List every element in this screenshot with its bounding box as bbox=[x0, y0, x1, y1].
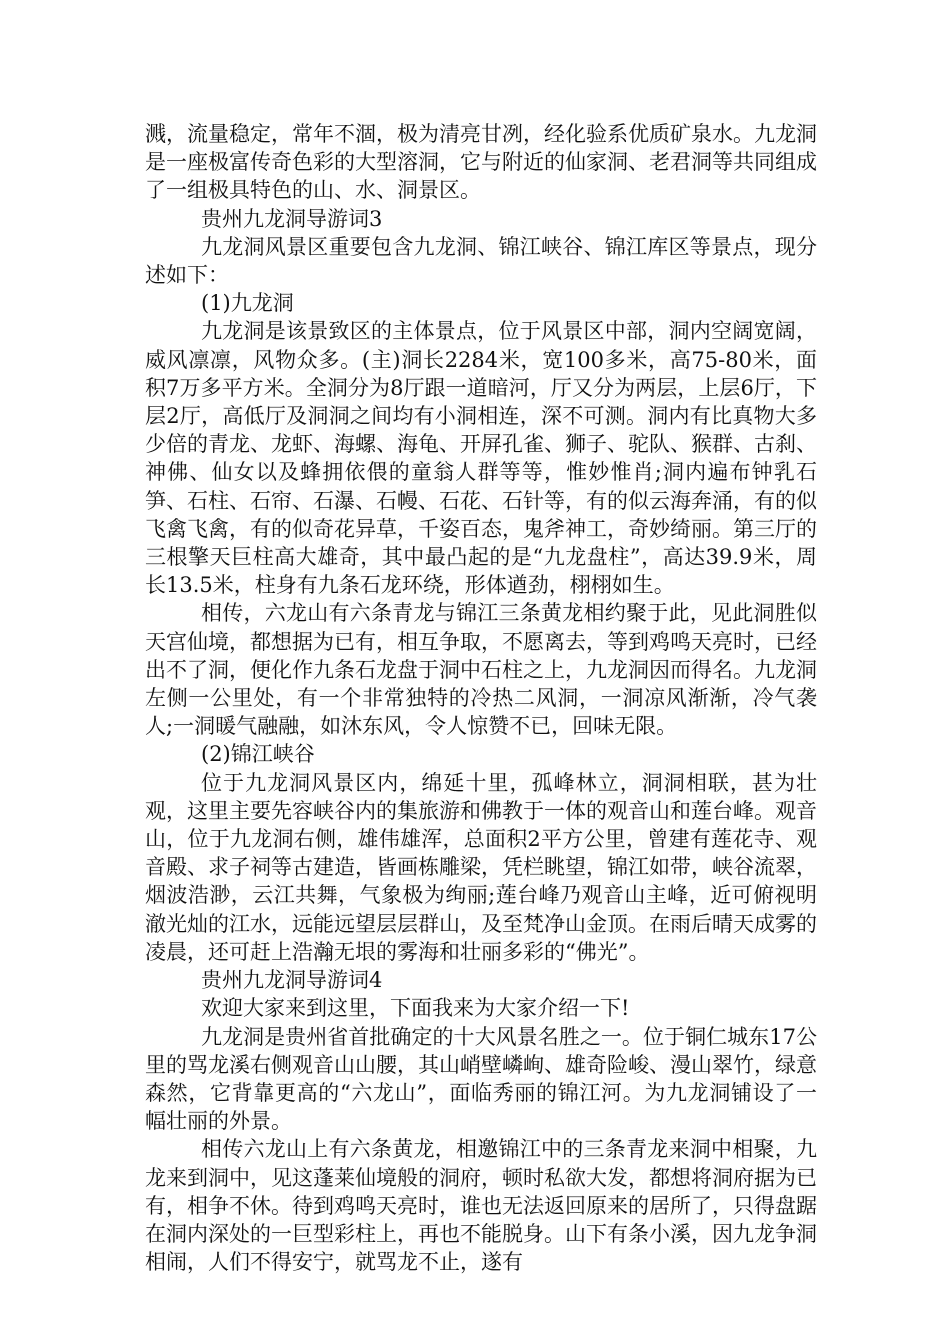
subsection-heading: (1)九龙洞 bbox=[201, 291, 294, 316]
paragraph: 相传六龙山上有六条黄龙，相邀锦江中的三条青龙来洞中相聚，九龙来到洞中，见这蓬莱仙境般的洞府，顿时私欲大发，都想将洞府据为已有，相争不休。待到鸡鸣天亮时，谁也无法返回原来的居所了，只得盘踞在洞内深处的一巨型彩柱上，再也不能脱身。山下有条小溪，因九龙争洞相闹，人们不得安宁，就骂龙不止，遂有 bbox=[145, 1137, 817, 1275]
subsection-heading: (2)锦江峡谷 bbox=[201, 742, 315, 767]
paragraph: 九龙洞风景区重要包含九龙洞、锦江峡谷、锦江库区等景点，现分述如下： bbox=[145, 234, 817, 288]
paragraph: 位于九龙洞风景区内，绵延十里，孤峰林立，洞洞相联，甚为壮观，这里主要先容峡谷内的集旅游和佛教于一体的观音山和莲台峰。观音山，位于九龙洞右侧，雄伟雄浑，总面积2平方公里，曾建有莲花寺、观音殿、求子祠等古建造，皆画栋雕梁，凭栏眺望，锦江如带，峡谷流翠，烟波浩渺，云江共舞，气象极为绚丽;莲台峰乃观音山主峰，近可俯视明澈光灿的江水，远能远望层层群山，及至梵净山金顶。在雨后晴天成雾的凌晨，还可赶上浩瀚无垠的雾海和壮丽多彩的“佛光”。 bbox=[145, 770, 817, 964]
paragraph: 溅，流量稳定，常年不涸，极为清亮甘冽，经化验系优质矿泉水。九龙洞是一座极富传奇色彩的大型溶洞，它与附近的仙家洞、老君洞等共同组成了一组极具特色的山、水、洞景区。 bbox=[145, 122, 817, 203]
paragraph: 九龙洞是贵州省首批确定的十大风景名胜之一。位于铜仁城东17公里的骂龙溪右侧观音山山腰，其山峭壁嶙峋、雄奇险峻、漫山翠竹，绿意森然，它背靠更高的“六龙山”，面临秀丽的锦江河。为九龙洞铺设了一幅壮丽的外景。 bbox=[145, 1024, 817, 1134]
section-heading: 贵州九龙洞导游词4 bbox=[201, 968, 383, 993]
paragraph: 欢迎大家来到这里，下面我来为大家介绍一下! bbox=[201, 996, 630, 1021]
document-body bbox=[145, 120, 817, 1276]
paragraph: 九龙洞是该景致区的主体景点，位于风景区中部，洞内空阔宽阔，威风凛凛，风物众多。(主)洞长2284米，宽100多米，高75-80米，面积7万多平方米。全洞分为8厅跟一道暗河，厅又分为两层，上层6厅，下层2厅，高低厅及洞洞之间均有小洞相连，深不可测。洞内有比真物大多少倍的青龙、龙虾、海螺、海龟、开屏孔雀、狮子、驼队、猴群、古刹、神佛、仙女以及蜂拥依偎的童翁人群等等，惟妙惟肖;洞内遍布钟乳石笋、石柱、石帘、石瀑、石幔、石花、石针等，有的似云海奔涌，有的似飞禽飞禽，有的似奇花异草，千姿百态，鬼斧神工，奇妙绮丽。第三厅的三根擎天巨柱高大雄奇，其中最凸起的是“九龙盘柱”，高达39.9米，周长13.5米，柱身有九条石龙环绕，形体遒劲，栩栩如生。 bbox=[145, 319, 817, 598]
paragraph: 相传，六龙山有六条青龙与锦江三条黄龙相约聚于此，见此洞胜似天宫仙境，都想据为已有，相互争取，不愿离去，等到鸡鸣天亮时，已经出不了洞，便化作九条石龙盘于洞中石柱之上，九龙洞因而得名。九龙洞左侧一公里处，有一个非常独特的冷热二风洞，一洞凉风渐渐，冷气袭人;一洞暖气融融，如沐东风，令人惊赞不已，回味无限。 bbox=[145, 601, 817, 739]
section-heading: 贵州九龙洞导游词3 bbox=[201, 206, 383, 231]
